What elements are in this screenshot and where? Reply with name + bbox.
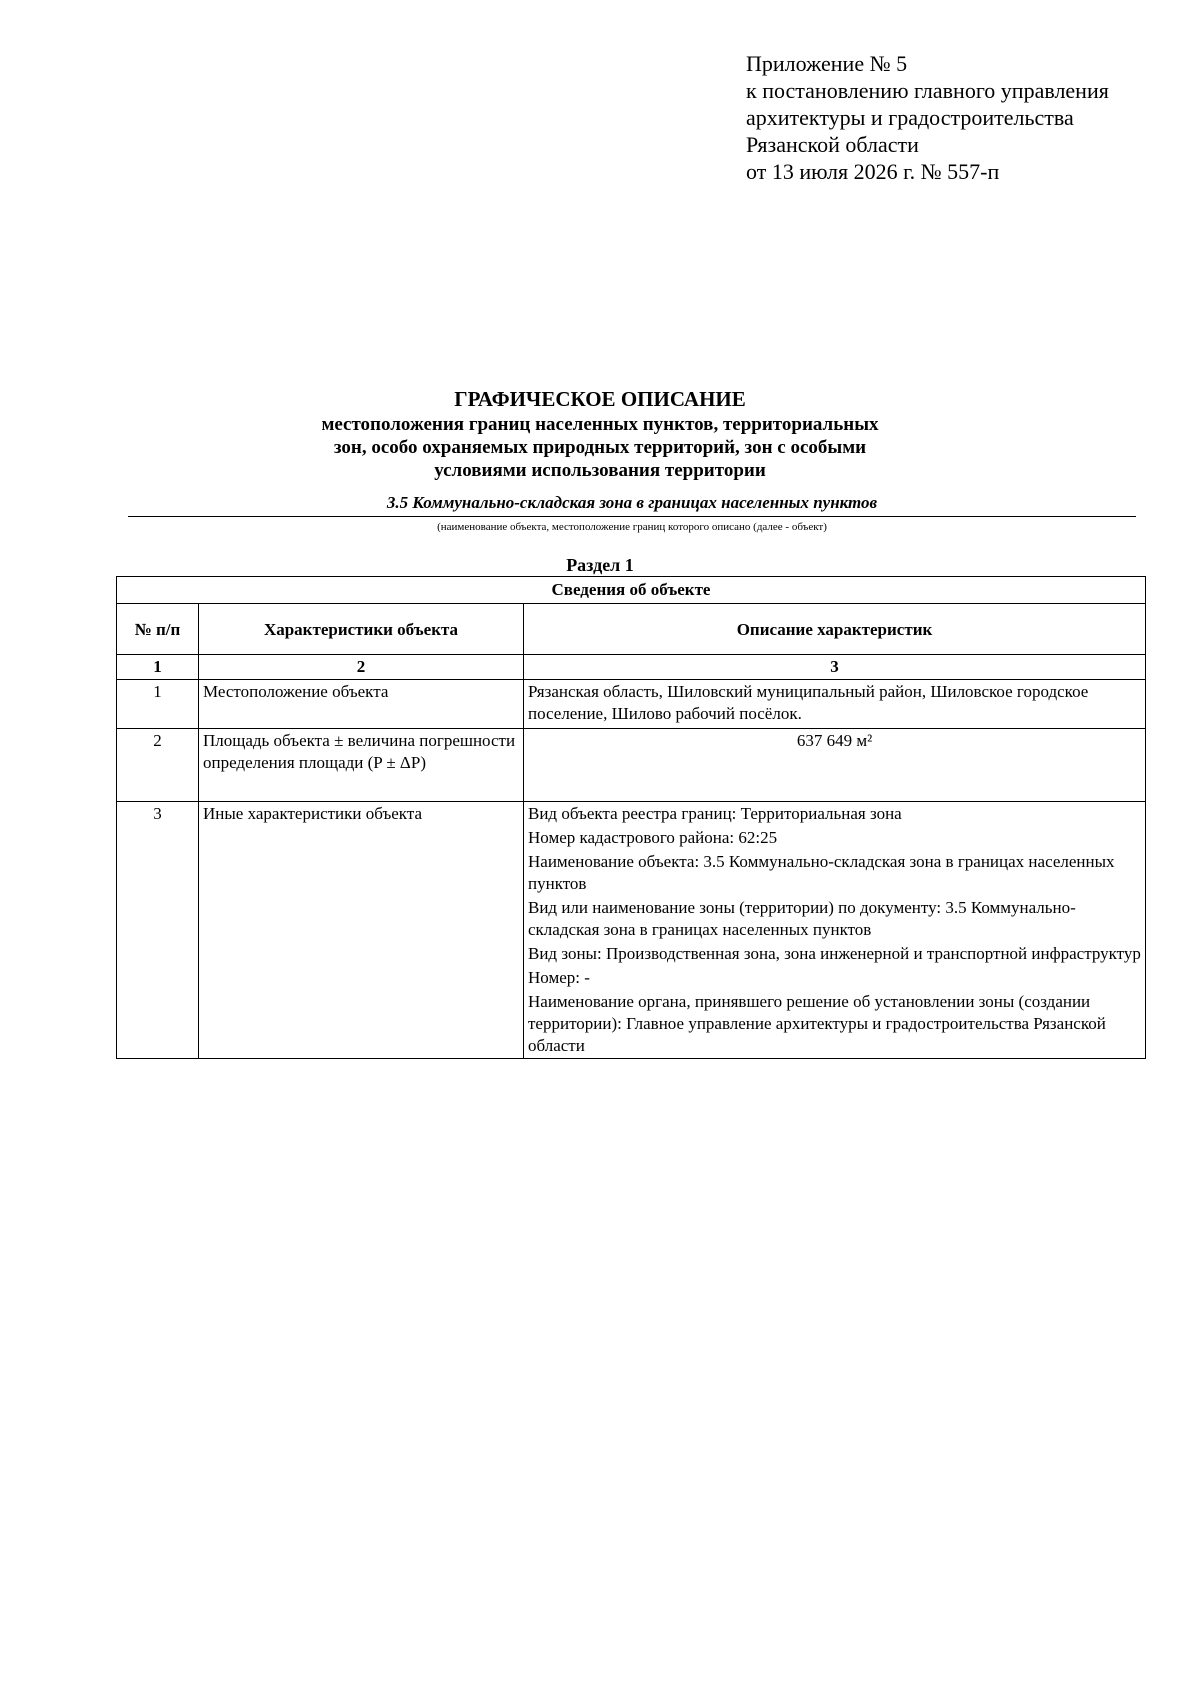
header-description: Описание характеристик bbox=[524, 604, 1146, 655]
row-characteristic: Площадь объекта ± величина погрешности определения площади (P ± ΔP) bbox=[199, 729, 524, 802]
title-main: ГРАФИЧЕСКОЕ ОПИСАНИЕ bbox=[454, 387, 746, 411]
table-header-row bbox=[117, 604, 1146, 655]
column-number-row bbox=[117, 655, 1146, 680]
appendix-line: архитектуры и градостроительства bbox=[746, 105, 1074, 130]
header-characteristics: Характеристики объекта bbox=[199, 604, 524, 655]
description-line: Вид объекта реестра границ: Территориальная зона bbox=[528, 804, 902, 823]
table-row bbox=[117, 680, 1146, 729]
row-description: 637 649 м² bbox=[524, 729, 1146, 802]
row-characteristic: Местоположение объекта bbox=[199, 680, 524, 729]
column-number: 1 bbox=[117, 655, 199, 680]
table-row bbox=[117, 729, 1146, 802]
object-caption: (наименование объекта, местоположение границ которого описано (далее - объект) bbox=[437, 521, 827, 533]
appendix-line: Рязанской области bbox=[746, 132, 919, 157]
header-number: № п/п bbox=[117, 604, 199, 655]
row-number: 1 bbox=[117, 680, 199, 729]
row-description: Рязанская область, Шиловский муниципальный район, Шиловское городское поселение, Шилово рабочий посёлок. bbox=[524, 680, 1146, 729]
title-sub-line: зон, особо охраняемых природных территорий, зон с особыми bbox=[333, 437, 867, 458]
column-number: 3 bbox=[524, 655, 1146, 680]
title-sub-line: условиями использования территории bbox=[434, 460, 766, 481]
appendix-reference bbox=[746, 50, 1109, 185]
table-row bbox=[117, 802, 1146, 1059]
row-number: 3 bbox=[117, 802, 199, 1059]
description-line: Номер кадастрового района: 62:25 bbox=[528, 828, 778, 847]
appendix-line: от 13 июля 2026 г. № 557-п bbox=[746, 159, 1000, 184]
description-line: Вид зоны: Производственная зона, зона инженерной и транспортной инфраструктур bbox=[528, 944, 1141, 963]
section-title: Раздел 1 bbox=[566, 555, 634, 575]
row-characteristic: Иные характеристики объекта bbox=[199, 802, 524, 1059]
title-sub-line: местоположения границ населенных пунктов, территориальных bbox=[321, 414, 879, 435]
description-line: Наименование органа, принявшего решение об установлении зоны (создании территории): Главное управление архитектуры и градостроительства Рязанской области bbox=[528, 992, 1106, 1055]
description-line: Наименование объекта: 3.5 Коммунально-складская зона в границах населенных пунктов bbox=[528, 852, 1115, 893]
object-info-table bbox=[116, 576, 1146, 1059]
table-caption-row bbox=[117, 577, 1146, 604]
document-title bbox=[0, 386, 1200, 482]
appendix-line: Приложение № 5 bbox=[746, 51, 908, 76]
description-line: Вид или наименование зоны (территории) по документу: 3.5 Коммунально-складская зона в границах населенных пунктов bbox=[528, 898, 1076, 939]
column-number: 2 bbox=[199, 655, 524, 680]
description-line: Номер: - bbox=[528, 968, 590, 987]
row-description-list bbox=[524, 802, 1146, 1059]
appendix-line: к постановлению главного управления bbox=[746, 78, 1109, 103]
object-name: 3.5 Коммунально-складская зона в границах населенных пунктов bbox=[128, 492, 1136, 517]
table-caption: Сведения об объекте bbox=[117, 577, 1146, 604]
row-number: 2 bbox=[117, 729, 199, 802]
